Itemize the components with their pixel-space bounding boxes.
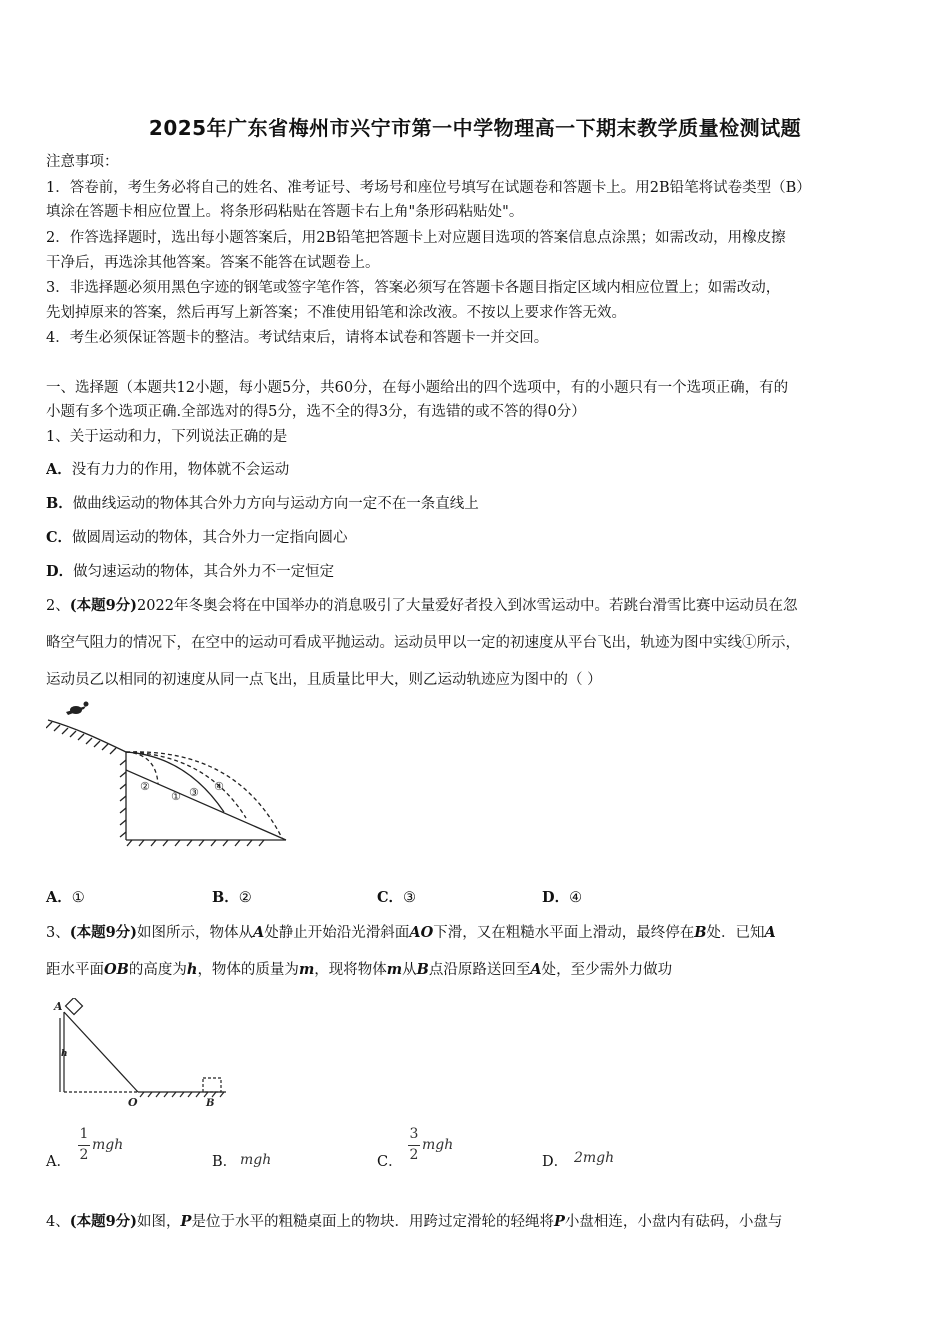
option-text: 做匀速运动的物体，其合外力不一定恒定 bbox=[73, 564, 335, 580]
var-a: A bbox=[764, 924, 776, 941]
q3-text: 距水平面 bbox=[46, 962, 104, 978]
var-a: A bbox=[530, 961, 542, 978]
option-text: 做圆周运动的物体，其合外力一定指向圆心 bbox=[72, 530, 348, 546]
notice-line-7: 4．考生必须保证答题卡的整洁。考试结束后，请将本试卷和答题卡一并交回。 bbox=[46, 330, 549, 346]
fraction-denominator: 2 bbox=[409, 1147, 419, 1163]
q3-option-a-label: A． bbox=[46, 1154, 71, 1170]
notice-line-1: 1．答卷前，考生务必将自己的姓名、准考证号、考场号和座位号填写在试题卷和答题卡上。用2B铅笔将试卷类型（B） bbox=[46, 180, 811, 196]
point-a-label: A bbox=[54, 1000, 63, 1013]
q3-text: 滑斜面 bbox=[365, 925, 410, 941]
q2-option-d bbox=[542, 888, 582, 908]
var-h: h bbox=[186, 961, 198, 978]
q3-text: ，现将物体 bbox=[314, 962, 387, 978]
q2-option-a bbox=[46, 888, 85, 908]
height-label: h bbox=[61, 1049, 68, 1059]
var-ao: AO bbox=[409, 924, 434, 941]
q3-text: 点沿原路送回至 bbox=[428, 962, 531, 978]
option-text: ② bbox=[238, 890, 252, 906]
var-b: B bbox=[416, 961, 429, 978]
var-ob: OB bbox=[104, 961, 129, 978]
option-label: D． bbox=[542, 889, 570, 906]
notice-heading: 注意事项： bbox=[46, 154, 119, 170]
fraction-numerator: 1 bbox=[79, 1126, 89, 1142]
q3-text: 的高度为 bbox=[128, 962, 187, 978]
trajectory-label-1: ① bbox=[171, 790, 181, 803]
option-label: A． bbox=[46, 461, 72, 478]
q2-line-3: 运动员乙以相同的初速度从同一点飞出，且质量比甲大，则乙运动轨迹应为图中的（ ） bbox=[46, 672, 602, 688]
q1-option-a bbox=[46, 460, 908, 480]
q3-option-c-label: C． bbox=[377, 1154, 403, 1170]
q3-text: 从 bbox=[402, 962, 417, 978]
expression: mgh bbox=[422, 1137, 454, 1153]
page-title: 2025年广东省梅州市兴宁市第一中学物理高一下期末教学质量检测试题 bbox=[148, 116, 802, 140]
q3-score: (本题9分) bbox=[69, 924, 138, 941]
option-label: C． bbox=[377, 889, 404, 906]
q1-option-c bbox=[46, 528, 908, 548]
q3-line-1 bbox=[46, 923, 908, 943]
fraction-numerator: 3 bbox=[409, 1126, 419, 1142]
q2-number: 2、 bbox=[46, 598, 70, 614]
q3-text: ，物体的质量为 bbox=[197, 962, 299, 978]
option-text: ③ bbox=[403, 890, 417, 906]
notice-line-3: 2．作答选择题时，选出每小题答案后，用2B铅笔把答题卡上对应题目选项的答案信息点涂黑；如需改动，用橡皮擦 bbox=[46, 230, 786, 246]
ski-jump-figure bbox=[46, 700, 296, 850]
q3-text: 下滑，又在粗糙水平面上滑动，最终停在 bbox=[433, 925, 695, 941]
q2-option-c bbox=[377, 888, 416, 908]
q4-score: (本题9分) bbox=[69, 1213, 138, 1230]
incline-figure bbox=[46, 998, 236, 1110]
q3-number: 3、 bbox=[46, 925, 70, 941]
option-label: B． bbox=[212, 889, 239, 906]
option-label: C． bbox=[46, 529, 73, 546]
notice-line-6: 先划掉原来的答案，然后再写上新答案；不准使用铅笔和涂改液。不按以上要求作答无效。 bbox=[46, 305, 626, 321]
q1-option-b bbox=[46, 494, 908, 514]
option-label: B． bbox=[46, 495, 73, 512]
fraction-bar bbox=[408, 1145, 420, 1146]
point-o-label: O bbox=[128, 1096, 138, 1109]
q4-line-1 bbox=[46, 1212, 908, 1232]
q1-stem: 1、关于运动和力，下列说法正确的是 bbox=[46, 429, 288, 445]
notice-line-2: 填涂在答题卡相应位置上。将条形码粘贴在答题卡右上角"条形码粘贴处"。 bbox=[46, 204, 524, 220]
q2-line-2: 略空气阻力的情况下，在空中的运动可看成平抛运动。运动员甲以一定的初速度从平台飞出，轨迹为图中实线①所示， bbox=[46, 635, 800, 651]
option-label: D． bbox=[46, 563, 74, 580]
q3-option-b-formula: mgh bbox=[240, 1152, 272, 1168]
var-p: P bbox=[553, 1213, 565, 1230]
notice-line-4: 干净后，再选涂其他答案。答案不能答在试题卷上。 bbox=[46, 255, 380, 271]
q4-text: 如图， bbox=[137, 1214, 181, 1230]
section-1-line-2: 小题有多个选项正确.全部选对的得5分，选不全的得3分，有选错的或不答的得0分） bbox=[46, 404, 586, 420]
q3-option-d-formula: 2mgh bbox=[574, 1150, 615, 1166]
trajectory-label-4: ④ bbox=[214, 780, 224, 793]
option-text: ① bbox=[71, 890, 85, 906]
notice-line-5: 3．非选择题必须用黑色字迹的钢笔或签字笔作答，答案必须写在答题卡各题目指定区域内相应位置上；如需改动， bbox=[46, 280, 781, 296]
q4-number: 4、 bbox=[46, 1214, 70, 1230]
q3-line-2 bbox=[46, 960, 908, 980]
option-text: ④ bbox=[569, 890, 583, 906]
trajectory-label-3: ③ bbox=[189, 786, 199, 799]
option-text: 没有力力的作用，物体就不会运动 bbox=[71, 462, 290, 478]
q3-text: 处，至少需外力做功 bbox=[541, 962, 673, 978]
q4-text: 小盘相连，小盘内有砝码，小盘与 bbox=[564, 1214, 783, 1230]
q3-option-a-formula bbox=[78, 1126, 138, 1172]
q3-text: 处静止开始沿光 bbox=[264, 925, 366, 941]
fraction-denominator: 2 bbox=[79, 1147, 89, 1163]
q4-text: 是位于水平的粗糙桌面上的物块．用跨过定滑轮的轻绳将 bbox=[191, 1214, 554, 1230]
q3-text: 如图所示，物体从 bbox=[137, 925, 254, 941]
option-text: 做曲线运动的物体其合外力方向与运动方向一定不在一条直线上 bbox=[72, 496, 479, 512]
var-p: P bbox=[180, 1213, 192, 1230]
q3-option-d-label: D． bbox=[542, 1154, 569, 1170]
expression: mgh bbox=[92, 1137, 124, 1153]
q2-line-1 bbox=[46, 596, 908, 616]
q3-option-c-formula bbox=[408, 1126, 468, 1172]
var-a: A bbox=[253, 924, 265, 941]
var-m: m bbox=[298, 961, 315, 978]
trajectory-label-2: ② bbox=[140, 780, 150, 793]
q2-option-b bbox=[212, 888, 252, 908]
q3-text: 处．已知 bbox=[706, 925, 765, 941]
var-b: B bbox=[694, 924, 707, 941]
point-b-label: B bbox=[206, 1098, 215, 1109]
q2-score: (本题9分) bbox=[69, 597, 138, 614]
q3-option-b-label: B． bbox=[212, 1154, 238, 1170]
var-m: m bbox=[386, 961, 403, 978]
q2-text: 2022年冬奥会将在中国举办的消息吸引了大量爱好者投入到冰雪运动中。若跳台滑雪比赛中运动员在忽 bbox=[137, 598, 798, 614]
section-1-line-1: 一、选择题（本题共12小题，每小题5分，共60分，在每小题给出的四个选项中，有的小题只有一个选项正确，有的 bbox=[46, 380, 789, 396]
q1-option-d bbox=[46, 562, 908, 582]
fraction-bar bbox=[78, 1145, 90, 1146]
option-label: A． bbox=[46, 889, 72, 906]
